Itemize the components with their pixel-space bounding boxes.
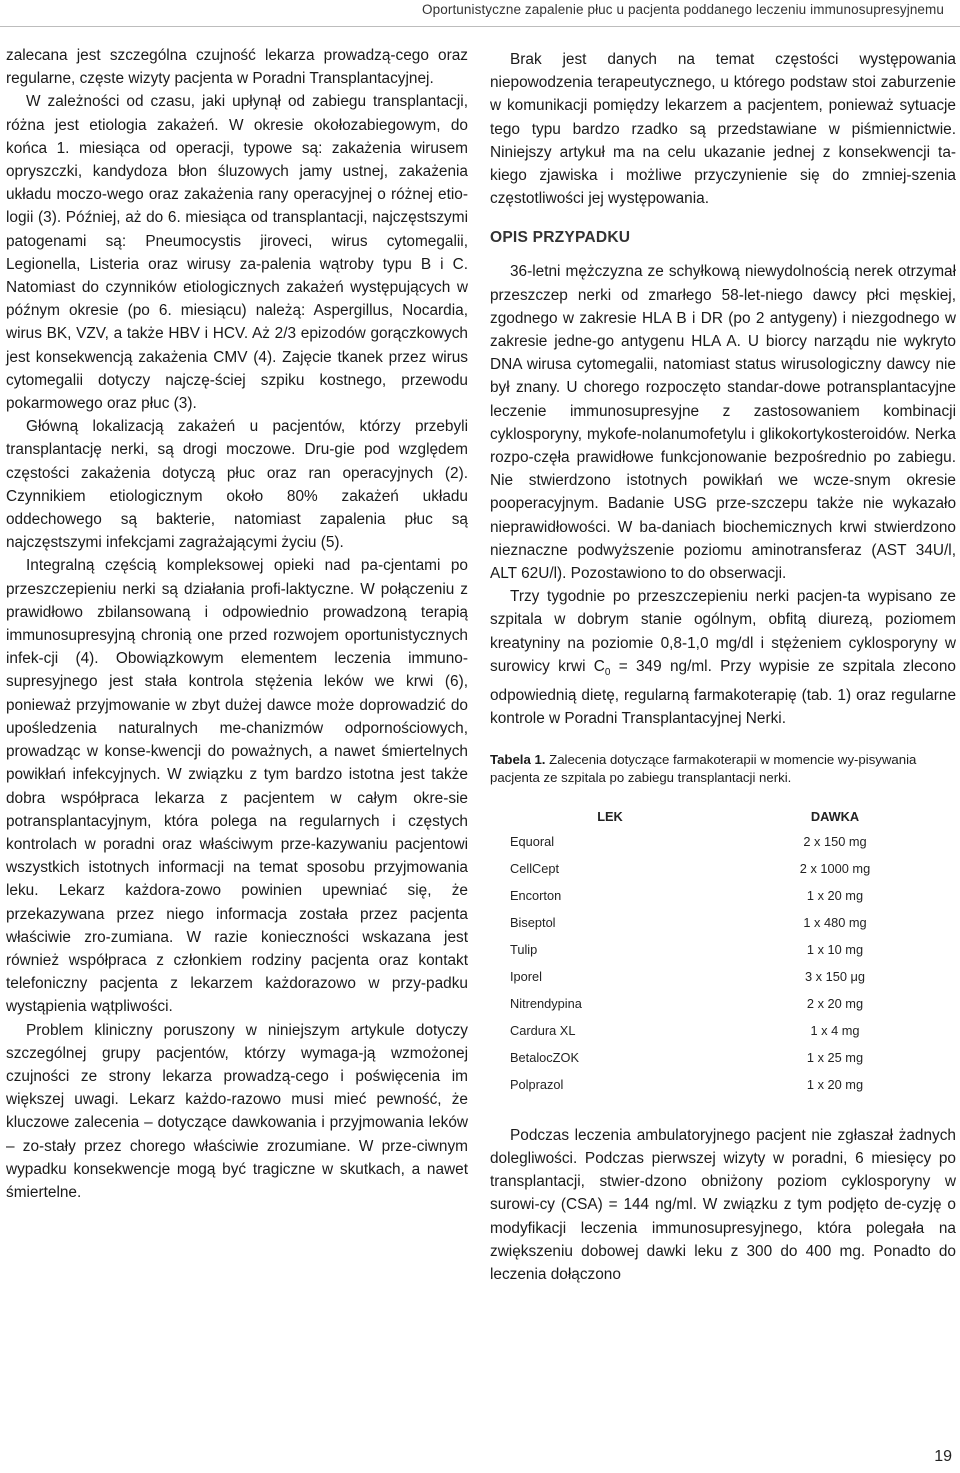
dose-cell: 1 x 480 mg bbox=[803, 914, 867, 930]
drug-cell: Nitrendypina bbox=[510, 995, 582, 1011]
body-paragraph: Podczas leczenia ambulatoryjnego pacjent nie zgłaszał żadnych dolegliwości. Podczas pierwszej wizyty w poradni, 6 miesięcy po transplantacji, stwier-dzono obniżony poziom cyklosporyny w surowi-cy (CSA) = 144 ng/ml. W związku z tym podjęto de-cyzję o modyfikacji leczenia immunosupresyjnego, która polegała na zwiększeniu dobowej dawki leku z 300 do 400 mg. Ponadto do leczenia dołączono bbox=[490, 1126, 956, 1283]
column-header-drug: LEK bbox=[597, 808, 623, 824]
drug-cell: Polprazol bbox=[510, 1076, 564, 1092]
drug-cell: BetalocZOK bbox=[510, 1049, 579, 1065]
header-divider bbox=[0, 26, 960, 27]
dose-cell: 2 x 20 mg bbox=[806, 995, 864, 1011]
body-paragraph: Integralną częścią kompleksowej opieki nad pa-cjentami po przeszczepieniu nerki są działania profi-laktyczne. W połączeniu z prawidłowo zbilansowaną i odpowiednio prowadzoną terapią immunosupresyjną chronią one przed rozwojem oportunistycznych infek-cji (4). Obowiązkowym elementem leczenia immuno-supresyjnego jest stała kontrola stężenia leków we krwi (6), ponieważ przyjmowanie w zbyt dużej dawce może doprowadzić do upośledzenia naturalnych me-chanizmów odpornościowych, prowadząc w konse-kwencji do poważnych, a nawet śmiertelnych powikłań infekcyjnych. W związku z tym bardzo istotna jest także dobra współpraca lekarza z pacjentem w całym okre-sie potransplantacyjnym, która polega na regularnych i częstych kontrolach w poradni oraz właściwym prze-kazywaniu pacjentowi wszystkich istotnych informacji na temat sposobu przyjmowania leku. Lekarz każdora-zowo powinien upewniać się, że przekazywana przez niego informacja została przez pacjenta właściwie zro-zumiana. W razie konieczności wskazana jest również współpraca z członkiem rodziny pacjenta oraz kontakt telefoniczny pacjenta z lekarzem każdorazowo w przy-padku wystąpienia wątpliwości. bbox=[6, 557, 468, 1016]
drug-cell: Tulip bbox=[510, 941, 538, 957]
table-caption bbox=[490, 751, 956, 787]
dose-cell: 1 x 20 mg bbox=[806, 887, 864, 903]
table-header-row bbox=[500, 805, 950, 828]
dose-cell: 3 x 150 μg bbox=[804, 968, 866, 984]
table-caption-label: Tabela 1. bbox=[490, 751, 546, 767]
table-row bbox=[500, 963, 950, 990]
body-paragraph: Problem kliniczny poruszony w niniejszym artykule dotyczy szczególnej grupy pacjentów, którzy wymaga-ją wzmożonej czujności ze strony lekarza prowadzą-cego i poświęcenia im większej uwagi. Lekarz każdo-razowo musi mieć pewność, że kluczowe zalecenia – dotyczące dawkowania i przyjmowania leków – zo-stały przez chorego właściwie zrozumiane. W prze-ciwnym wypadku konsekwencje mogą być tragiczne w skutkach, a nawet śmiertelne. bbox=[6, 1021, 468, 1201]
drug-cell: Cardura XL bbox=[510, 1022, 576, 1038]
left-column bbox=[6, 44, 468, 1204]
drug-cell: CellCept bbox=[510, 860, 560, 876]
drug-cell: Iporel bbox=[510, 968, 543, 984]
dose-cell: 1 x 10 mg bbox=[806, 941, 864, 957]
table-row bbox=[500, 855, 950, 882]
dose-cell: 2 x 150 mg bbox=[803, 833, 867, 849]
subscript: 0 bbox=[604, 666, 611, 678]
section-heading: OPIS PRZYPADKU bbox=[490, 229, 631, 247]
paragraph-text: Trzy tygodnie po przeszczepieniu nerki pacjen-ta wypisano ze szpitala w dobrym stanie ogólnym, obfitą diurezą, poziomem kreatyniny na poziomie 0,8-1,0 mg/dl i stężeniem cyklosporyny w surowicy krwi C bbox=[490, 588, 956, 675]
running-header: Oportunistyczne zapalenie płuc u pacjenta poddanego leczeniu immunosupresyjnemu bbox=[422, 2, 944, 17]
column-header-dose: DAWKA bbox=[810, 808, 860, 824]
body-paragraph: 36-letni mężczyzna ze schyłkową niewydolnością nerek otrzymał przeszczep nerki od zmarłego 58-let-niego dawcy płci męskiej, zgodnego w zakresie HLA B i DR (po 2 antygeny) i niezgodnego w zakresie jedne-go antygenu HLA A. U biorcy narządu nie wykryto DNA wirusa cytomegalii, natomiast status wirusologiczny dawcy nie był znany. U chorego rozpoczęto standar-dowe potransplantacyjne leczenie immunosupresyjne z zastosowaniem kombinacji cyklosporyny, mykofe-nolanumofetylu i glikokortykosteroidów. Nerka rozpo-częła prawidłowe funkcjonowanie bezpośrednio po zabiegu. Nie stwierdzono istotnych powikłań we wcze-snym okresie pooperacyjnym. Badanie USG prze-szczepu także nie wykazało nieprawidłowości. W ba-daniach biochemicznych krwi stwierdzono nieznaczne podwyższenie poziomu aminotransferaz (AST 34U/l, ALT 62U/l). Pozostawiono to do obserwacji. bbox=[490, 263, 956, 583]
body-paragraph: W zależności od czasu, jaki upłynął od zabiegu transplantacji, różna jest etiologia zakażeń. W okresie okołozabiegowym, do końca 1. miesiąca od operacji, typowe są: zakażenia wirusem opryszczki, kandydoza błon śluzowych jamy ustnej, zakażenia układu moczo-wego oraz zakażenia rany operacyjnej o różnej etio-logii (3). Później, aż do 6. miesiąca od transplantacji, najczęstszymi patogenami są: Pneumocystis jiroveci, wirus cytomegalii, Legionella, Listeria oraz wirusy za-palenia wątroby typu B i C. Natomiast do czynników etiologicznych zakażeń występujących w późnym okresie (po 6. miesiącu) należą: Aspergillus, Nocardia, wirus BK, VZV, a także HBV i HCV. Aż 2/3 epizodów gorączkowych jest konsekwencją zakażenia CMV (4). Zajęcie tkanek przez wirus cytomegalii dotyczy najczę-ściej szpiku kostnego, przewodu pokarmowego oraz płuc (3). bbox=[6, 93, 468, 413]
dose-cell: 1 x 20 mg bbox=[806, 1076, 864, 1092]
dose-cell: 1 x 4 mg bbox=[810, 1022, 860, 1038]
table-row bbox=[500, 909, 950, 936]
body-paragraph bbox=[490, 585, 956, 730]
page-number: 19 bbox=[934, 1448, 952, 1465]
table-row bbox=[500, 1044, 950, 1071]
paragraph-text: = 349 ng/ml. Przy wypisie ze szpitala zlecono odpowiednią dietę, regularną farmakoterapię (tab. 1) oraz regularne kontrole w Poradni Transplantacyjnej Nerki. bbox=[490, 657, 956, 728]
table-row bbox=[500, 1017, 950, 1044]
table-row bbox=[500, 1071, 950, 1098]
dose-cell: 2 x 1000 mg bbox=[799, 860, 871, 876]
body-paragraph: zalecana jest szczególna czujność lekarza prowadzą-cego oraz regularne, częste wizyty pacjenta w Poradni Transplantacyjnej. bbox=[6, 47, 468, 88]
table-row bbox=[500, 990, 950, 1017]
table-caption-text: Zalecenia dotyczące farmakoterapii w momencie wy-pisywania pacjenta ze szpitala po zabiegu transplantacji nerki. bbox=[490, 751, 917, 785]
right-column bbox=[490, 48, 956, 1286]
body-paragraph: Brak jest danych na temat częstości występowania niepowodzenia terapeutycznego, u którego podstaw stoi zaburzenie w komunikacji pomiędzy lekarzem a pacjentem, ponieważ sytuacje tego typu bardzo rzadko są przedstawiane w piśmiennictwie. Niniejszy artykuł ma na celu ukazanie jednej z konsekwencji ta-kiego zjawiska i możliwe przyczynienie się do zmniej-szenia częstotliwości jej występowania. bbox=[490, 51, 956, 208]
drug-cell: Equoral bbox=[510, 833, 555, 849]
medication-table bbox=[500, 805, 950, 1098]
body-paragraph: Główną lokalizacją zakażeń u pacjentów, którzy przebyli transplantację nerki, są drogi moczowe. Dru-gie pod względem częstości zakażenia dotyczą płuc oraz ran operacyjnych (2). Czynnikiem etiologicznym około 80% zakażeń układu oddechowego są bakterie, natomiast zapalenia płuc są najczęstszymi infekcjami zagrażającymi życiu (5). bbox=[6, 418, 468, 552]
table-row bbox=[500, 828, 950, 855]
table-row bbox=[500, 936, 950, 963]
drug-cell: Encorton bbox=[510, 887, 562, 903]
dose-cell: 1 x 25 mg bbox=[806, 1049, 864, 1065]
drug-cell: Biseptol bbox=[510, 914, 556, 930]
table-row bbox=[500, 882, 950, 909]
